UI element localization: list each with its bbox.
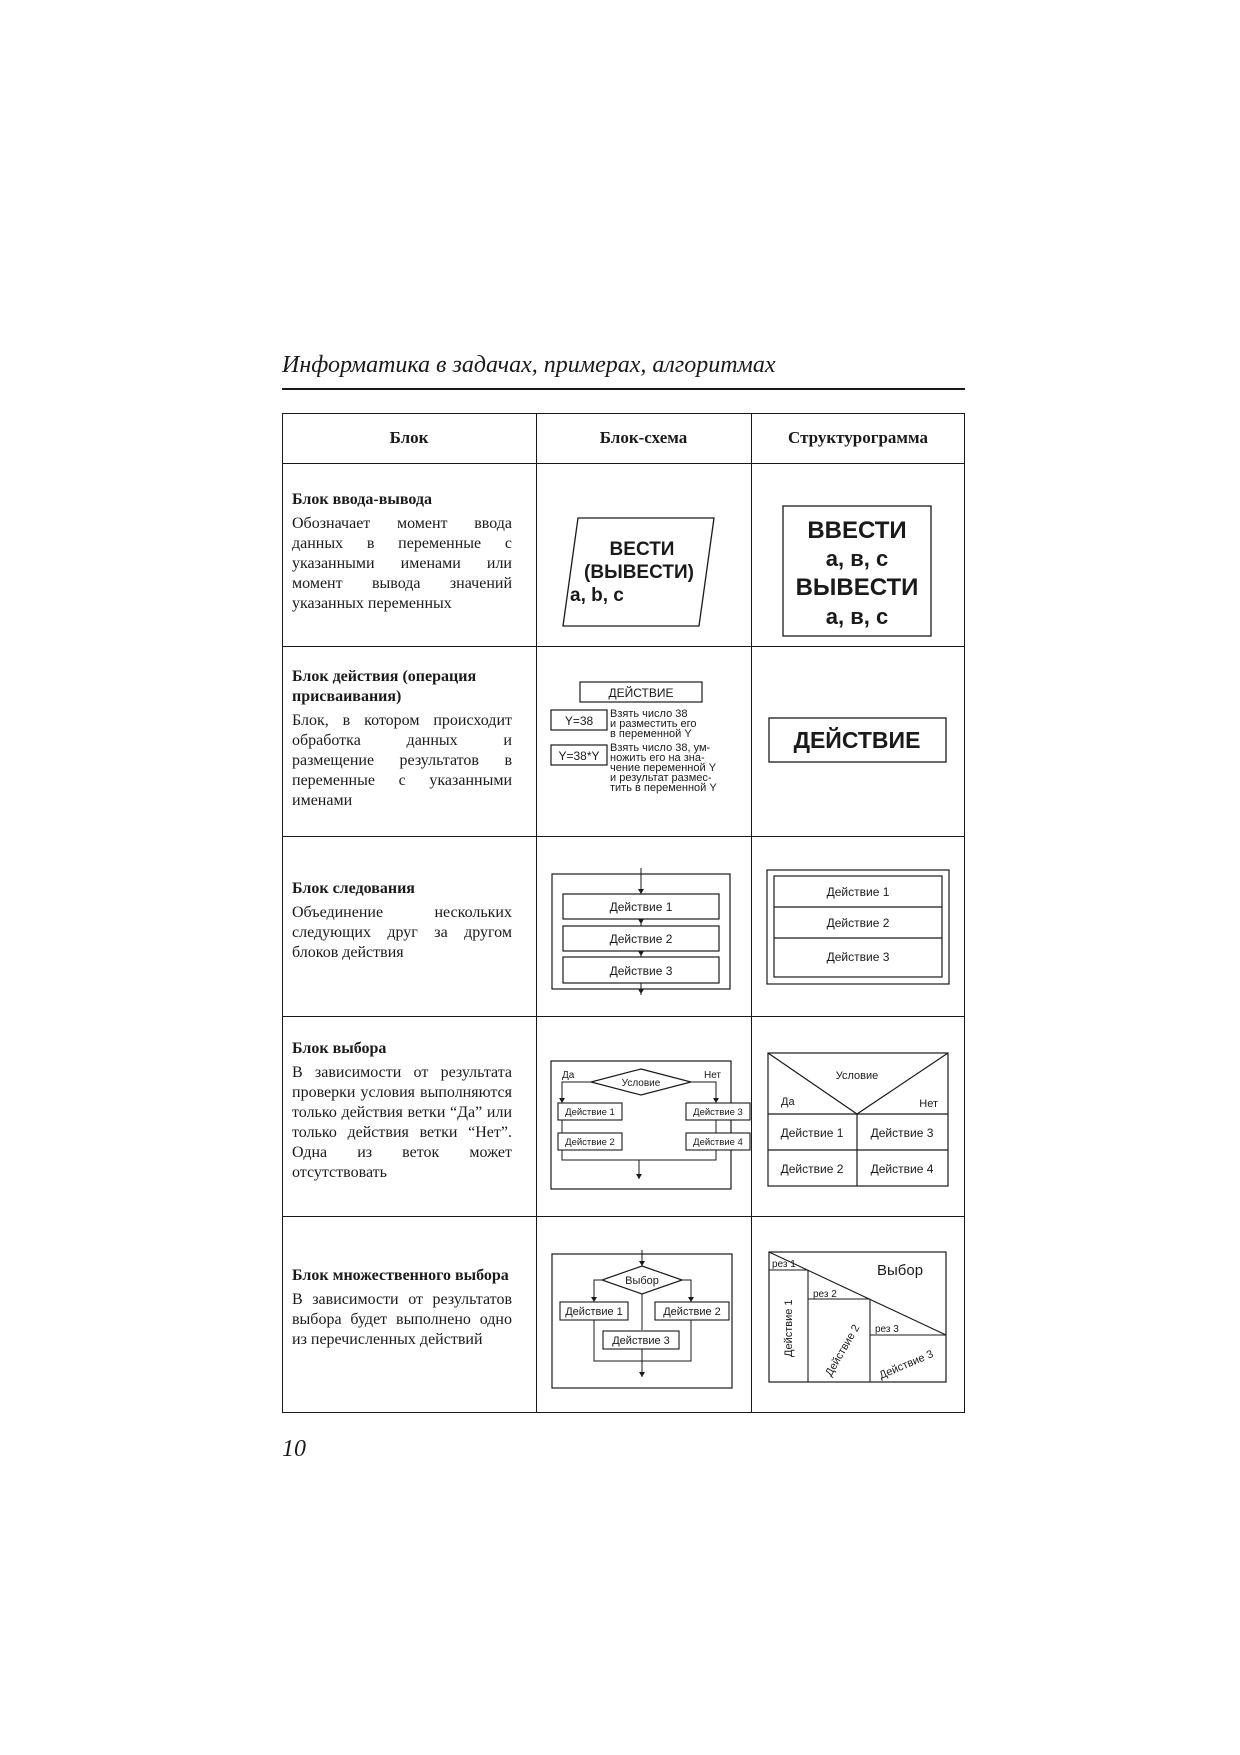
example-2-note-2: ножить его на зна- [610, 752, 705, 764]
row-text: В зависимости от результатов выбора будет выполнено одно из перечисленных действий [292, 1291, 512, 1348]
choice-flowchart [536, 1017, 751, 1216]
table-border-left [282, 413, 283, 1413]
row-text: Обозначает момент ввода данных в переменные с указанными именами или момент вывода значений указанных переменных [292, 515, 512, 612]
row-multichoice-description [292, 1266, 512, 1350]
io-structogram-line-4: а, в, с [825, 604, 889, 629]
multichoice-action-1: Действие 1 [565, 1306, 623, 1318]
choice-yes-action-1: Действие 1 [565, 1107, 615, 1118]
choice-structogram-cell-3: Действие 2 [780, 1162, 844, 1176]
choice-structogram [751, 1017, 965, 1216]
example-2-note-5: тить в переменной Y [610, 782, 717, 794]
multichoice-structogram-action-1: Действие 1 [783, 1299, 795, 1357]
example-1-note-1: Взять число 38 [610, 708, 688, 720]
row-io-description [292, 490, 512, 614]
io-structogram [751, 464, 965, 646]
io-flowchart-line-3: a, b, c [570, 585, 624, 606]
io-flowchart-line-1: ВЕСТИ [609, 539, 675, 560]
multichoice-structogram [751, 1217, 965, 1412]
io-flowchart [536, 464, 751, 646]
sequence-structogram-action-1: Действие 1 [826, 885, 890, 899]
sequence-structogram [751, 837, 965, 1016]
io-flowchart-line-2: (ВЫВЕСТИ) [584, 562, 694, 583]
row-choice-description [292, 1039, 512, 1183]
multichoice-action-2: Действие 2 [663, 1306, 721, 1318]
page-number: 10 [282, 1436, 306, 1462]
choice-structogram-yes: Да [781, 1096, 795, 1108]
example-2-note-1: Взять число 38, ум- [610, 742, 711, 754]
choice-no-action-1: Действие 3 [693, 1107, 743, 1118]
multichoice-structogram-result-2: рез 2 [813, 1289, 837, 1300]
action-structogram-label: ДЕЙСТВИЕ [793, 727, 921, 753]
multichoice-action-3: Действие 3 [612, 1335, 670, 1347]
row-title: Блок действия (операция присваивания) [292, 668, 477, 705]
sequence-action-2-label: Действие 2 [609, 932, 673, 946]
condition-label: Условие [621, 1078, 661, 1089]
column-header-structogram: Структурограмма [788, 428, 928, 447]
row-action-description [292, 667, 512, 811]
example-2-label: Y=38*Y [558, 749, 600, 763]
yes-label: Да [562, 1070, 575, 1081]
multichoice-structogram-result-1: рез 1 [772, 1259, 796, 1270]
example-1-note-3: в переменной Y [610, 728, 692, 740]
no-label: Нет [703, 1070, 721, 1081]
table-border-bottom [282, 1412, 965, 1413]
column-header-flowchart: Блок-схема [599, 428, 688, 447]
column-header-block: Блок [389, 428, 429, 447]
choice-structogram-cell-1: Действие 1 [780, 1126, 844, 1140]
multichoice-structogram-action-3: Действие 3 [877, 1348, 936, 1382]
row-text: Объединение нескольких следующих друг за другом блоков действия [292, 904, 512, 961]
row-text: Блок, в котором происходит обработка данных и размещение результатов в переменные с указанными именами [292, 712, 512, 809]
sequence-structogram-action-2: Действие 2 [826, 916, 890, 930]
page-header-title: Информатика в задачах, примерах, алгоритмах [282, 352, 776, 378]
multichoice-structogram-choice: Выбор [876, 1262, 924, 1279]
header-rule [282, 388, 965, 390]
sequence-action-3-label: Действие 3 [609, 964, 673, 978]
row-title: Блок следования [292, 880, 415, 897]
row-text: В зависимости от результата проверки условия выполняются только действия ветки “Да” или только действия ветки “Нет”. Одна из веток может отсутствовать [292, 1064, 512, 1181]
blocks-table [282, 413, 965, 1413]
action-flowchart [536, 647, 751, 836]
action-structogram [751, 647, 965, 836]
choice-structogram-cell-4: Действие 4 [870, 1162, 934, 1176]
sequence-flowchart [536, 837, 751, 1016]
selector-label: Выбор [625, 1275, 659, 1287]
row-sequence-description [292, 879, 512, 963]
io-structogram-line-2: а, в, с [825, 546, 889, 571]
choice-structogram-no: Нет [919, 1098, 938, 1110]
choice-no-action-2: Действие 4 [693, 1137, 743, 1148]
row-title: Блок выбора [292, 1040, 387, 1057]
example-2-note-3: чение переменной Y [610, 762, 717, 774]
multichoice-structogram-action-2: Действие 2 [823, 1322, 863, 1379]
sequence-structogram-action-3: Действие 3 [826, 950, 890, 964]
io-structogram-line-3: ВЫВЕСТИ [795, 574, 919, 601]
choice-structogram-condition: Условие [835, 1070, 879, 1082]
choice-structogram-cell-2: Действие 3 [870, 1126, 934, 1140]
io-structogram-line-1: ВВЕСТИ [807, 517, 907, 544]
example-1-label: Y=38 [564, 714, 594, 728]
example-1-note-2: и разместить его [610, 718, 697, 730]
action-box-label: ДЕЙСТВИЕ [608, 686, 674, 700]
sequence-action-1-label: Действие 1 [609, 900, 673, 914]
multichoice-structogram-result-3: рез 3 [875, 1324, 899, 1335]
row-title: Блок ввода-вывода [292, 491, 432, 508]
multichoice-flowchart [536, 1217, 751, 1412]
example-2-note-4: и результат размес- [610, 772, 712, 784]
row-title: Блок множественного выбора [292, 1267, 509, 1284]
choice-yes-action-2: Действие 2 [565, 1137, 615, 1148]
